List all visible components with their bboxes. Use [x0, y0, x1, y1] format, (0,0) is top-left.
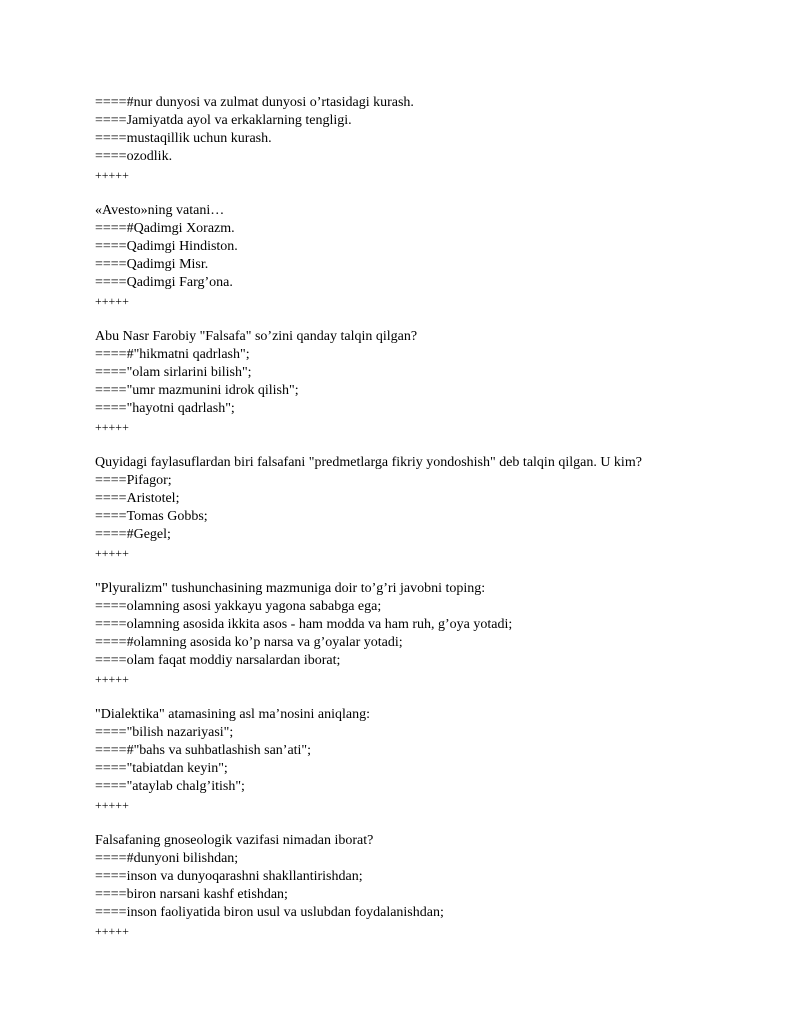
answer-option: ===="tabiatdan keyin"; [95, 761, 228, 776]
question-block [95, 454, 775, 562]
question-text: "Plyuralizm" tushunchasining mazmuniga doir to’g’ri javobni toping: [95, 581, 486, 596]
question-block [95, 202, 775, 310]
answer-option: ====olamning asosida ikkita asos - ham modda va ham ruh, g’oya yotadi; [95, 617, 513, 632]
answer-option: ====Aristotel; [95, 491, 180, 506]
answer-option: ====#"hikmatni qadrlash"; [95, 347, 250, 362]
block-separator: +++++ [95, 546, 129, 560]
question-block [95, 94, 775, 184]
answer-option: ====#olamning asosida ko’p narsa va g’oyalar yotadi; [95, 635, 403, 650]
block-gap [95, 184, 775, 202]
question-text: "Dialektika" atamasining asl ma’nosini aniqlang: [95, 707, 371, 722]
answer-option: ====Qadimgi Hindiston. [95, 239, 238, 254]
block-gap [95, 436, 775, 454]
block-gap [95, 310, 775, 328]
block-separator: +++++ [95, 420, 129, 434]
block-separator: +++++ [95, 168, 129, 182]
question-text: Quyidagi faylasuflardan biri falsafani "predmetlarga fikriy yondoshish" deb talqin qilgan. U kim? [95, 455, 642, 470]
answer-option: ====Jamiyatda ayol va erkaklarning tengligi. [95, 113, 352, 128]
question-block [95, 328, 775, 436]
answer-option: ====olamning asosi yakkayu yagona sababga ega; [95, 599, 382, 614]
answer-option: ====#Qadimgi Xorazm. [95, 221, 235, 236]
block-gap [95, 562, 775, 580]
block-separator: +++++ [95, 672, 129, 686]
answer-option: ====biron narsani kashf etishdan; [95, 887, 288, 902]
block-separator: +++++ [95, 798, 129, 812]
answer-option: ===="hayotni qadrlash"; [95, 401, 235, 416]
block-gap [95, 814, 775, 832]
answer-option: ===="bilish nazariyasi"; [95, 725, 234, 740]
answer-option: ===="olam sirlarini bilish"; [95, 365, 252, 380]
question-text: Abu Nasr Farobiy "Falsafa" so’zini qanday talqin qilgan? [95, 329, 418, 344]
block-gap [95, 688, 775, 706]
block-separator: +++++ [95, 924, 129, 938]
answer-option: ====mustaqillik uchun kurash. [95, 131, 272, 146]
answer-option: ====#"bahs va suhbatlashish san’ati"; [95, 743, 312, 758]
answer-option: ===="umr mazmunini idrok qilish"; [95, 383, 299, 398]
answer-option: ====olam faqat moddiy narsalardan iborat; [95, 653, 341, 668]
answer-option: ====ozodlik. [95, 149, 173, 164]
question-block [95, 706, 775, 814]
question-text: «Avesto»ning vatani… [95, 203, 225, 218]
answer-option: ====#Gegel; [95, 527, 171, 542]
answer-option: ====Tomas Gobbs; [95, 509, 208, 524]
answer-option: ===="ataylab chalg’itish"; [95, 779, 245, 794]
block-separator: +++++ [95, 294, 129, 308]
question-block [95, 580, 775, 688]
answer-option: ====#dunyoni bilishdan; [95, 851, 239, 866]
answer-option: ====inson va dunyoqarashni shakllantirishdan; [95, 869, 363, 884]
document-page [95, 94, 775, 940]
answer-option: ====inson faoliyatida biron usul va uslubdan foydalanishdan; [95, 905, 444, 920]
question-block [95, 832, 775, 940]
question-text: Falsafaning gnoseologik vazifasi nimadan iborat? [95, 833, 374, 848]
answer-option: ====Pifagor; [95, 473, 172, 488]
answer-option: ====Qadimgi Farg’ona. [95, 275, 233, 290]
answer-option: ====#nur dunyosi va zulmat dunyosi o’rtasidagi kurash. [95, 95, 414, 110]
answer-option: ====Qadimgi Misr. [95, 257, 209, 272]
